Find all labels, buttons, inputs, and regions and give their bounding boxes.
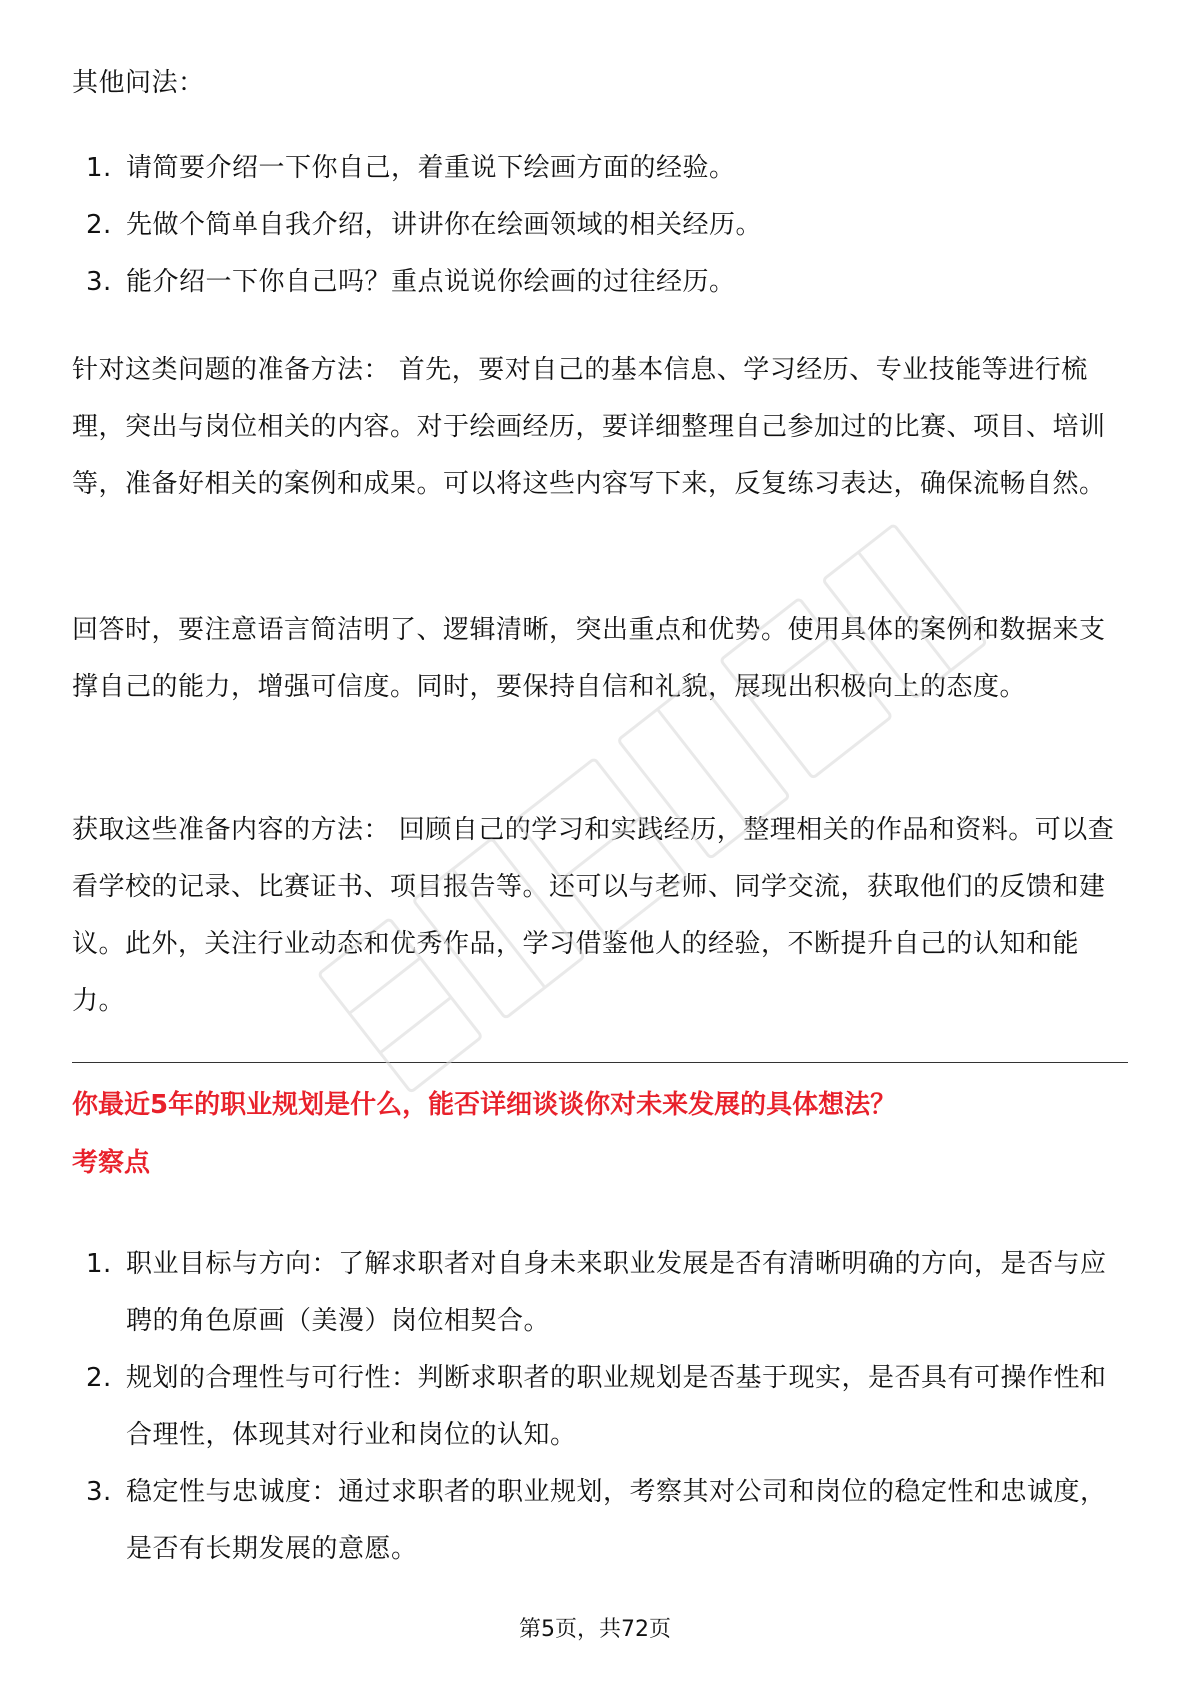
prep-paragraph: 针对这类问题的准备方法： 首先，要对自己的基本信息、学习经历、专业技能等进行梳理，突出与岗位相关的内容。对于绘画经历，要详细整理自己参加过的比赛、项目、培训等，准备好相关的案例和成果。可以将这些内容写下来，反复练习表达，确保流畅自然。 [72,355,1106,499]
list-item: 2. 规划的合理性与可行性：判断求职者的职业规划是否基于现实，是否具有可操作性和合理性，体现其对行业和岗位的认知。 [86,1363,1107,1450]
list-item: 2. 先做个简单自我介绍，讲讲你在绘画领域的相关经历。 [86,210,763,240]
document-page [72,0,1128,1684]
get-paragraph: 获取这些准备内容的方法： 回顾自己的学习和实践经历，整理相关的作品和资料。可以查看学校的记录、比赛证书、项目报告等。还可以与老师、同学交流，获取他们的反馈和建议。此外，关注行业动态和优秀作品，学习借鉴他人的经验，不断提升自己的认知和能力。 [72,815,1115,1016]
list-item-text: 先做个简单自我介绍，讲讲你在绘画领域的相关经历。 [126,210,763,240]
page-footer: 第5页，共72页 [519,1617,671,1642]
answer-paragraph: 回答时，要注意语言简洁明了、逻辑清晰，突出重点和优势。使用具体的案例和数据来支撑自己的能力，增强可信度。同时，要保持自信和礼貌，展现出积极向上的态度。 [72,615,1106,702]
list-item: 1. 职业目标与方向：了解求职者对自身未来职业发展是否有清晰明确的方向，是否与应聘的角色原画（美漫）岗位相契合。 [86,1249,1107,1336]
list-item: 3. 稳定性与忠诚度：通过求职者的职业规划，考察其对公司和岗位的稳定性和忠诚度，是否有长期发展的意愿。 [86,1477,1107,1564]
assessment-points-list [72,1236,1128,1578]
question-subtitle: 考察点 [72,1148,151,1178]
section-divider [72,1062,1128,1063]
question-title: 你最近5年的职业规划是什么，能否详细谈谈你对未来发展的具体想法？ [72,1090,897,1120]
list-item-text: 规划的合理性与可行性：判断求职者的职业规划是否基于现实，是否具有可操作性和合理性，体现其对行业和岗位的认知。 [126,1363,1107,1450]
list-item: 3. 能介绍一下你自己吗？重点说说你绘画的过往经历。 [86,267,736,297]
list-item-text: 职业目标与方向：了解求职者对自身未来职业发展是否有清晰明确的方向，是否与应聘的角色原画（美漫）岗位相契合。 [126,1249,1107,1336]
list-item-text: 能介绍一下你自己吗？重点说说你绘画的过往经历。 [126,267,736,297]
intro-label: 其他问法： [72,68,205,98]
list-item-text: 请简要介绍一下你自己，着重说下绘画方面的经验。 [126,153,736,183]
list-item: 1. 请简要介绍一下你自己，着重说下绘画方面的经验。 [86,153,736,183]
list-item-text: 稳定性与忠诚度：通过求职者的职业规划，考察其对公司和岗位的稳定性和忠诚度，是否有长期发展的意愿。 [126,1477,1107,1564]
alt-questions-list [72,140,1128,311]
